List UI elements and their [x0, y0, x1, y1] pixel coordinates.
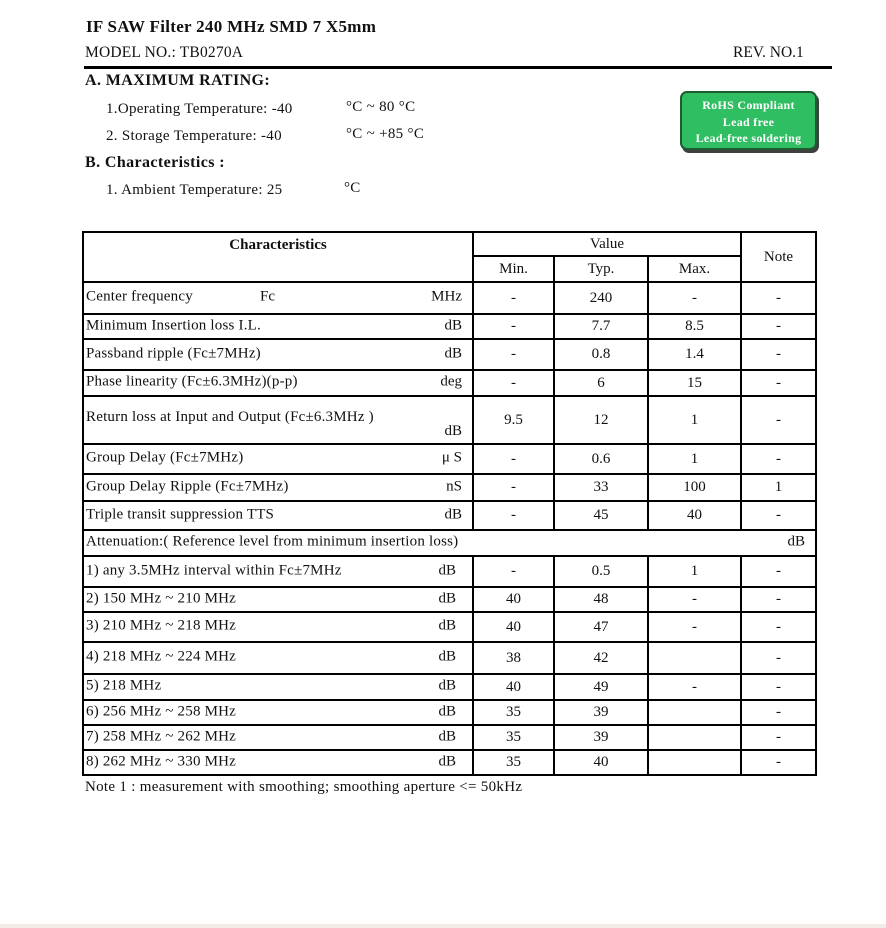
- row-min: 38: [473, 642, 554, 674]
- row-min: -: [473, 474, 554, 501]
- row-name: 8) 262 MHz ~ 330 MHz: [86, 753, 237, 770]
- row-note: -: [741, 396, 816, 444]
- row-note: 1: [741, 474, 816, 501]
- row-name: Return loss at Input and Output (Fc±6.3MHz ): [86, 409, 374, 425]
- row-note: -: [741, 370, 816, 396]
- row-note: -: [741, 642, 816, 674]
- revision-number: REV. NO.1: [733, 44, 804, 61]
- table-row: [83, 642, 816, 674]
- row-max: 1.4: [648, 339, 741, 370]
- row-max: [648, 750, 741, 775]
- table-row: [83, 556, 816, 587]
- attenuation-unit: dB: [787, 533, 806, 550]
- row-typ: 240: [554, 282, 648, 314]
- table-row: [83, 339, 816, 370]
- row-unit: dB: [444, 345, 462, 362]
- row-typ: 42: [554, 642, 648, 674]
- storage-temp-label: 2. Storage Temperature: -40: [106, 128, 282, 144]
- badge-line-rohs: RoHS Compliant: [702, 98, 795, 112]
- storage-temp-range: °C ~ +85 °C: [346, 126, 425, 142]
- row-min: -: [473, 370, 554, 396]
- row-max: [648, 725, 741, 750]
- row-typ: 33: [554, 474, 648, 501]
- row-typ: 49: [554, 674, 648, 700]
- table-row: [83, 725, 816, 750]
- row-note: -: [741, 501, 816, 530]
- row-min: 40: [473, 612, 554, 642]
- document-title: IF SAW Filter 240 MHz SMD 7 X5mm: [86, 17, 377, 36]
- row-typ: 0.6: [554, 444, 648, 474]
- row-name: Group Delay (Fc±7MHz): [86, 449, 244, 466]
- row-min: 40: [473, 587, 554, 612]
- row-unit: μ S: [441, 449, 462, 466]
- row-unit: dB: [438, 703, 456, 720]
- row-typ: 0.8: [554, 339, 648, 370]
- row-typ: 12: [554, 396, 648, 444]
- row-name: 1) any 3.5MHz interval within Fc±7MHz: [86, 562, 342, 579]
- row-max: [648, 642, 741, 674]
- rohs-badge: [680, 91, 817, 150]
- ambient-temp-label: 1. Ambient Temperature: 25: [106, 182, 283, 198]
- table-row: [83, 370, 816, 396]
- row-max: [648, 700, 741, 725]
- row-symbol: Fc: [260, 288, 275, 305]
- row-max: 1: [648, 556, 741, 587]
- row-note: -: [741, 700, 816, 725]
- operating-temp-label: 1.Operating Temperature: -40: [106, 101, 293, 117]
- characteristics-heading: B. Characteristics :: [85, 154, 225, 171]
- row-unit: dB: [444, 317, 462, 334]
- row-note: -: [741, 339, 816, 370]
- row-unit: dB: [438, 728, 456, 745]
- row-note: -: [741, 674, 816, 700]
- row-max: 100: [648, 474, 741, 501]
- row-min: 35: [473, 725, 554, 750]
- row-typ: 39: [554, 725, 648, 750]
- row-min: 40: [473, 674, 554, 700]
- page-bottom-strip: [0, 924, 886, 928]
- row-max: -: [648, 674, 741, 700]
- row-unit: dB: [438, 677, 456, 694]
- row-typ: 0.5: [554, 556, 648, 587]
- row-min: 9.5: [473, 396, 554, 444]
- row-min: -: [473, 501, 554, 530]
- row-min: 35: [473, 750, 554, 775]
- table-row: [83, 750, 816, 775]
- row-min: -: [473, 282, 554, 314]
- row-note: -: [741, 556, 816, 587]
- table-row: [83, 674, 816, 700]
- table-row: [83, 700, 816, 725]
- row-min: -: [473, 556, 554, 587]
- model-number: MODEL NO.: TB0270A: [85, 44, 244, 61]
- table-row: [83, 396, 816, 444]
- table-row: [83, 282, 816, 314]
- attenuation-label: Attenuation:( Reference level from minimum insertion loss): [86, 533, 459, 550]
- row-name: Group Delay Ripple (Fc±7MHz): [86, 478, 289, 495]
- row-typ: 7.7: [554, 314, 648, 339]
- row-name: 3) 210 MHz ~ 218 MHz: [86, 617, 237, 634]
- row-max: -: [648, 587, 741, 612]
- row-name: Minimum Insertion loss I.L.: [86, 317, 261, 334]
- table-row: [83, 474, 816, 501]
- row-typ: 45: [554, 501, 648, 530]
- row-name: 6) 256 MHz ~ 258 MHz: [86, 703, 237, 720]
- row-name: Passband ripple (Fc±7MHz): [86, 345, 261, 362]
- row-name: 5) 218 MHz: [86, 677, 162, 694]
- table-row: [83, 501, 816, 530]
- row-note: -: [741, 725, 816, 750]
- row-note: -: [741, 444, 816, 474]
- row-unit: MHz: [431, 288, 462, 305]
- table-row: [83, 444, 816, 474]
- row-name: 4) 218 MHz ~ 224 MHz: [86, 648, 237, 665]
- row-typ: 47: [554, 612, 648, 642]
- row-note: -: [741, 314, 816, 339]
- row-max: 8.5: [648, 314, 741, 339]
- row-unit: dB: [444, 423, 462, 439]
- row-name: Phase linearity (Fc±6.3MHz)(p-p): [86, 373, 298, 390]
- row-unit: nS: [446, 478, 462, 495]
- ambient-temp-unit: °C: [344, 180, 361, 196]
- row-unit: deg: [440, 373, 462, 390]
- header-typ: Typ.: [554, 256, 648, 282]
- row-min: -: [473, 444, 554, 474]
- row-min: -: [473, 314, 554, 339]
- row-note: -: [741, 282, 816, 314]
- header-characteristics: Characteristics: [83, 232, 473, 282]
- row-name: 2) 150 MHz ~ 210 MHz: [86, 590, 237, 607]
- header-value: Value: [473, 232, 741, 256]
- header-rule: [84, 66, 832, 69]
- row-min: 35: [473, 700, 554, 725]
- characteristics-table: [82, 231, 817, 776]
- header-max: Max.: [648, 256, 741, 282]
- row-unit: dB: [444, 506, 462, 523]
- operating-temp-range: °C ~ 80 °C: [346, 99, 416, 115]
- row-max: -: [648, 612, 741, 642]
- row-typ: 48: [554, 587, 648, 612]
- header-note: Note: [741, 232, 816, 282]
- row-max: -: [648, 282, 741, 314]
- table-row: [83, 314, 816, 339]
- row-note: -: [741, 750, 816, 775]
- row-unit: dB: [438, 562, 456, 579]
- row-unit: dB: [438, 617, 456, 634]
- row-max: 1: [648, 396, 741, 444]
- row-unit: dB: [438, 590, 456, 607]
- row-note: -: [741, 587, 816, 612]
- row-unit: dB: [438, 648, 456, 665]
- row-unit: dB: [438, 753, 456, 770]
- row-max: 1: [648, 444, 741, 474]
- table-row: [83, 587, 816, 612]
- footnote: Note 1 : measurement with smoothing; smoothing aperture <= 50kHz: [85, 779, 523, 795]
- row-max: 15: [648, 370, 741, 396]
- header-min: Min.: [473, 256, 554, 282]
- badge-line-lead-free: Lead free: [722, 114, 775, 129]
- attenuation-header-row: [83, 530, 816, 556]
- row-note: -: [741, 612, 816, 642]
- row-min: -: [473, 339, 554, 370]
- row-typ: 39: [554, 700, 648, 725]
- badge-line-soldering: Lead-free soldering: [695, 131, 802, 145]
- row-name: Center frequency: [86, 288, 193, 305]
- row-typ: 6: [554, 370, 648, 396]
- row-typ: 40: [554, 750, 648, 775]
- max-rating-heading: A. MAXIMUM RATING:: [85, 72, 271, 89]
- table-row: [83, 612, 816, 642]
- row-max: 40: [648, 501, 741, 530]
- row-name: 7) 258 MHz ~ 262 MHz: [86, 728, 237, 745]
- row-name: Triple transit suppression TTS: [86, 506, 275, 523]
